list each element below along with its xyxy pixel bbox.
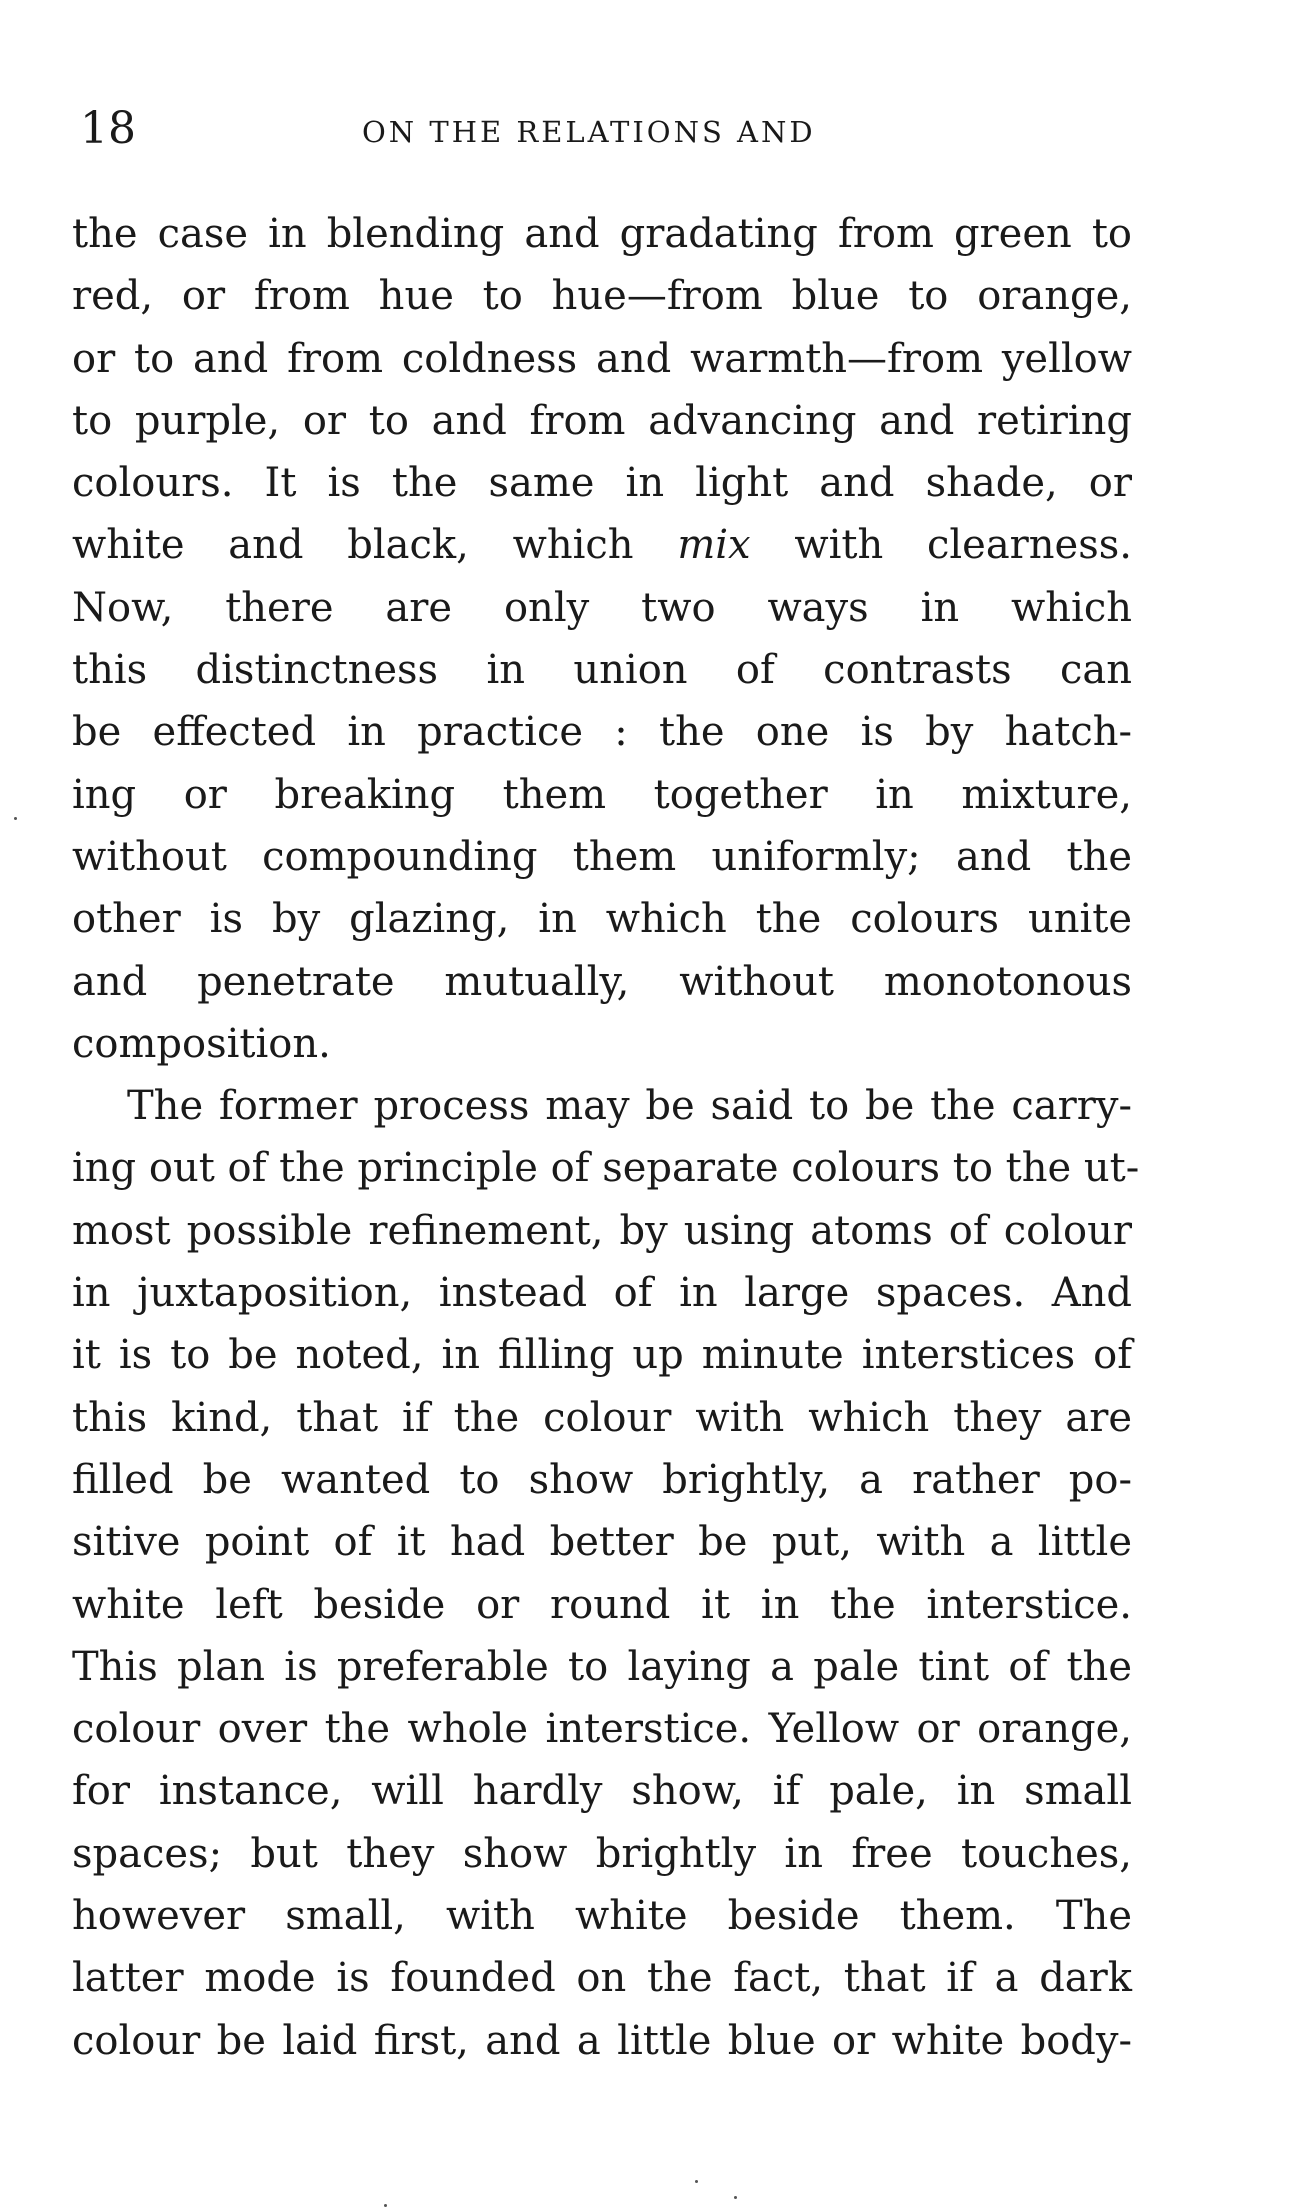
text-line: ing out of the principle of separate colours to the ut- [72,1145,1140,1192]
text-line: to purple, or to and from advancing and retiring [72,397,1132,444]
paper-speck [695,2180,698,2183]
italic-word: mix [677,522,751,569]
text-line: or to and from coldness and warmth—from yellow [72,335,1132,382]
text-line: filled be wanted to show brightly, a rather po- [72,1456,1132,1503]
text-segment: white and black, which [72,522,678,569]
body-text [72,203,1140,2072]
text-line: latter mode is founded on the fact, that if a dark [72,1955,1132,2002]
paragraph-1 [72,203,1132,1075]
text-line: The former process may be said to be the carry- [127,1083,1132,1130]
paragraph-2 [72,1075,1140,2072]
text-line: red, or from hue to hue—from blue to orange, [72,273,1132,320]
text-line: without compounding them uniformly; and the [72,833,1132,880]
text-line: most possible refinement, by using atoms of colour [72,1207,1132,1254]
text-line: This plan is preferable to laying a pale tint of the [72,1643,1132,1690]
page-number: 18 [80,103,136,154]
text-line: and penetrate mutually, without monotonous [72,958,1132,1005]
paper-speck [384,2204,387,2207]
text-line: it is to be noted, in filling up minute interstices of [72,1332,1132,1379]
running-title: ON THE RELATIONS AND [362,115,816,149]
text-line: Now, there are only two ways in which [72,584,1132,631]
text-line: colour be laid first, and a little blue or white body- [72,2017,1132,2064]
text-line: the case in blending and gradating from green to [72,211,1132,257]
text-segment: with clearness. [750,522,1132,569]
text-line: however small, with white beside them. The [72,1893,1132,1940]
text-line: ing or breaking them together in mixture, [72,771,1132,818]
text-line: colours. It is the same in light and shade, or [72,460,1132,507]
paper-speck [734,2196,737,2199]
text-line: sitive point of it had better be put, with a little [72,1519,1132,1566]
text-line: for instance, will hardly show, if pale, in small [72,1768,1132,1815]
text-line: spaces; but they show brightly in free touches, [72,1830,1132,1877]
text-line: other is by glazing, in which the colours unite [72,896,1132,943]
paper-speck [14,817,17,820]
text-line: this distinctness in union of contrasts can [72,647,1132,694]
running-head [72,104,1132,154]
text-line: white left beside or round it in the interstice. [72,1581,1132,1628]
text-line: composition. [72,1020,331,1067]
text-line: colour over the whole interstice. Yellow or orange, [72,1706,1132,1753]
text-line: this kind, that if the colour with which they are [72,1394,1132,1441]
text-line: be effected in practice : the one is by hatch- [72,709,1132,756]
text-line: in juxtaposition, instead of in large spaces. And [72,1270,1132,1317]
text-line [72,514,1132,576]
